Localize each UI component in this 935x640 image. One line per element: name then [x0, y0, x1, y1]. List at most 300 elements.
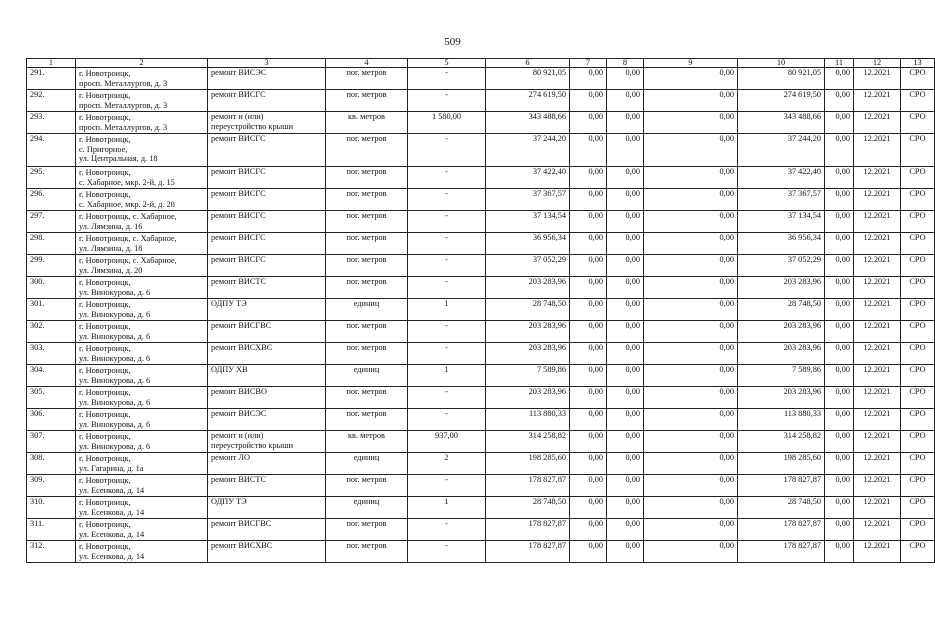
value-cell: 0,00 [644, 409, 738, 431]
unit-cell: кв. метров [326, 431, 408, 453]
address-cell [76, 431, 208, 453]
address-cell-line: ул. Винокурова, д. 6 [79, 353, 151, 363]
source-cell: СРО [901, 475, 935, 497]
date-cell: 12.2021 [854, 134, 901, 167]
value-cell: 0,00 [570, 189, 607, 211]
address-cell-line: г. Новотроицк, [79, 388, 131, 397]
quantity-cell: - [408, 90, 486, 112]
source-cell: СРО [901, 277, 935, 299]
quantity-cell: - [408, 541, 486, 563]
work-type-cell-line: ремонт ВИСТС [211, 277, 267, 286]
work-type-cell-line: ремонт ВИСВО [211, 387, 267, 396]
row-number: 292. [27, 90, 76, 112]
source-cell: СРО [901, 541, 935, 563]
quantity-cell: 1 580,00 [408, 112, 486, 134]
quantity-cell: - [408, 255, 486, 277]
value-cell: 0,00 [570, 541, 607, 563]
address-cell [76, 299, 208, 321]
value-cell: 37 367,57 [738, 189, 825, 211]
row-number: 296. [27, 189, 76, 211]
work-type-cell-line: ремонт ВИСЭС [211, 409, 267, 418]
address-cell [76, 409, 208, 431]
quantity-cell: - [408, 189, 486, 211]
source-cell: СРО [901, 299, 935, 321]
unit-cell: пог. метров [326, 255, 408, 277]
address-cell [76, 475, 208, 497]
address-cell-line: г. Новотроицк, [79, 190, 131, 199]
total-cost-cell: 37 367,57 [486, 189, 570, 211]
value-cell: 0,00 [644, 497, 738, 519]
address-cell [76, 541, 208, 563]
value-cell: 0,00 [825, 321, 854, 343]
table-row [27, 189, 935, 211]
value-cell: 0,00 [570, 431, 607, 453]
value-cell: 0,00 [825, 453, 854, 475]
total-cost-cell: 178 827,87 [486, 475, 570, 497]
page-number: 509 [444, 36, 461, 48]
column-header: 8 [607, 59, 644, 68]
value-cell: 0,00 [607, 68, 644, 90]
value-cell: 0,00 [825, 233, 854, 255]
value-cell: 37 244,20 [738, 134, 825, 167]
value-cell: 0,00 [644, 475, 738, 497]
address-cell-line: г. Новотроицк, [79, 69, 131, 78]
value-cell: 0,00 [644, 365, 738, 387]
address-cell-line: г. Новотроицк, с. Хабарное, [79, 256, 177, 265]
value-cell: 0,00 [825, 365, 854, 387]
address-cell-line: ул. Гагарина, д. 1а [79, 463, 144, 473]
value-cell: 0,00 [644, 233, 738, 255]
date-cell: 12.2021 [854, 68, 901, 90]
work-type-cell [208, 431, 326, 453]
row-number: 298. [27, 233, 76, 255]
value-cell: 0,00 [570, 233, 607, 255]
value-cell: 0,00 [825, 167, 854, 189]
total-cost-cell: 37 244,20 [486, 134, 570, 167]
work-type-cell-line: ремонт и (или) [211, 431, 264, 440]
row-number: 308. [27, 453, 76, 475]
table-row [27, 277, 935, 299]
address-cell-line: г. Новотроицк, [79, 366, 131, 375]
work-type-cell [208, 167, 326, 189]
value-cell: 314 258,82 [738, 431, 825, 453]
date-cell: 12.2021 [854, 519, 901, 541]
table-row [27, 475, 935, 497]
row-number: 297. [27, 211, 76, 233]
date-cell: 12.2021 [854, 321, 901, 343]
value-cell: 198 285,60 [738, 453, 825, 475]
source-cell: СРО [901, 68, 935, 90]
table-row [27, 343, 935, 365]
work-type-cell [208, 90, 326, 112]
value-cell: 0,00 [825, 255, 854, 277]
unit-cell: пог. метров [326, 541, 408, 563]
quantity-cell: - [408, 233, 486, 255]
address-cell-line: г. Новотроицк, [79, 498, 131, 507]
date-cell: 12.2021 [854, 277, 901, 299]
address-cell-line: г. Новотроицк, [79, 91, 131, 100]
unit-cell: пог. метров [326, 233, 408, 255]
value-cell: 178 827,87 [738, 541, 825, 563]
row-number: 310. [27, 497, 76, 519]
value-cell: 0,00 [644, 134, 738, 167]
work-type-cell-line: ремонт и (или) [211, 112, 264, 121]
value-cell: 0,00 [825, 90, 854, 112]
unit-cell: пог. метров [326, 134, 408, 167]
table-row [27, 211, 935, 233]
unit-cell: единиц [326, 299, 408, 321]
value-cell: 0,00 [825, 299, 854, 321]
value-cell: 0,00 [607, 112, 644, 134]
unit-cell: пог. метров [326, 68, 408, 90]
quantity-cell: 1 [408, 365, 486, 387]
value-cell: 80 921,05 [738, 68, 825, 90]
value-cell: 0,00 [825, 519, 854, 541]
quantity-cell: - [408, 277, 486, 299]
date-cell: 12.2021 [854, 299, 901, 321]
address-cell-line: г. Новотроицк, [79, 542, 131, 551]
source-cell: СРО [901, 431, 935, 453]
value-cell: 0,00 [644, 211, 738, 233]
value-cell: 0,00 [570, 387, 607, 409]
address-cell-line: ул. Винокурова, д. 6 [79, 397, 151, 407]
value-cell: 0,00 [607, 134, 644, 167]
value-cell: 28 748,50 [738, 299, 825, 321]
value-cell: 203 283,96 [738, 321, 825, 343]
address-cell-line: просп. Металлургов, д. 3 [79, 100, 168, 110]
quantity-cell: 1 [408, 497, 486, 519]
row-number: 301. [27, 299, 76, 321]
table-row [27, 233, 935, 255]
address-cell-line: г. Новотроицк, [79, 344, 131, 353]
address-cell-line: ул. Винокурова, д. 6 [79, 419, 151, 429]
address-cell [76, 189, 208, 211]
value-cell: 203 283,96 [738, 277, 825, 299]
work-type-cell [208, 134, 326, 167]
address-cell [76, 233, 208, 255]
value-cell: 0,00 [607, 343, 644, 365]
work-type-cell-line: ремонт ВИСХВС [211, 343, 273, 352]
unit-cell: пог. метров [326, 189, 408, 211]
address-cell-line: ул. Центральная, д. 18 [79, 154, 158, 164]
address-cell-line: г. Новотроицк, [79, 300, 131, 309]
source-cell: СРО [901, 321, 935, 343]
row-number: 302. [27, 321, 76, 343]
address-cell-line: с. Хабарное, мкр. 2-й, д. 15 [79, 177, 175, 187]
address-cell [76, 90, 208, 112]
work-type-cell-line: ремонт ВИСГС [211, 233, 266, 242]
address-cell-line: ул. Есенкова, д. 14 [79, 551, 145, 561]
row-number: 294. [27, 134, 76, 167]
value-cell: 0,00 [570, 255, 607, 277]
value-cell: 0,00 [607, 431, 644, 453]
column-header: 13 [901, 59, 935, 68]
value-cell: 0,00 [825, 211, 854, 233]
value-cell: 36 956,34 [738, 233, 825, 255]
work-type-cell [208, 233, 326, 255]
quantity-cell: - [408, 475, 486, 497]
value-cell: 0,00 [570, 497, 607, 519]
value-cell: 0,00 [607, 453, 644, 475]
value-cell: 0,00 [607, 409, 644, 431]
column-header: 6 [486, 59, 570, 68]
value-cell: 178 827,87 [738, 519, 825, 541]
quantity-cell: - [408, 519, 486, 541]
value-cell: 0,00 [570, 475, 607, 497]
date-cell: 12.2021 [854, 453, 901, 475]
value-cell: 0,00 [607, 541, 644, 563]
row-number: 303. [27, 343, 76, 365]
work-type-cell-line: ремонт ВИСГС [211, 211, 266, 220]
quantity-cell: - [408, 343, 486, 365]
value-cell: 0,00 [607, 255, 644, 277]
value-cell: 0,00 [570, 68, 607, 90]
value-cell: 0,00 [825, 189, 854, 211]
value-cell: 203 283,96 [738, 343, 825, 365]
value-cell: 0,00 [607, 211, 644, 233]
value-cell: 0,00 [644, 453, 738, 475]
value-cell: 0,00 [825, 541, 854, 563]
address-cell-line: г. Новотроицк, [79, 410, 131, 419]
total-cost-cell: 36 956,34 [486, 233, 570, 255]
value-cell: 0,00 [644, 343, 738, 365]
address-cell-line: просп. Металлургов, д. 3 [79, 78, 168, 88]
value-cell: 203 283,96 [738, 387, 825, 409]
capital-repair-table [26, 58, 935, 563]
address-cell-line: г. Новотроицк, с. Хабарное, [79, 234, 177, 243]
work-type-cell-line: ремонт ЛО [211, 453, 250, 462]
total-cost-cell: 37 052,29 [486, 255, 570, 277]
value-cell: 37 134,54 [738, 211, 825, 233]
row-number: 311. [27, 519, 76, 541]
value-cell: 0,00 [607, 189, 644, 211]
source-cell: СРО [901, 453, 935, 475]
source-cell: СРО [901, 112, 935, 134]
table-row [27, 409, 935, 431]
quantity-cell: 1 [408, 299, 486, 321]
value-cell: 0,00 [825, 277, 854, 299]
date-cell: 12.2021 [854, 211, 901, 233]
unit-cell: пог. метров [326, 90, 408, 112]
column-header: 9 [644, 59, 738, 68]
value-cell: 0,00 [607, 90, 644, 112]
work-type-cell-line: ремонт ВИСГС [211, 90, 266, 99]
address-cell [76, 255, 208, 277]
address-cell-line: ул. Есенкова, д. 14 [79, 507, 145, 517]
value-cell: 178 827,87 [738, 475, 825, 497]
table-row [27, 387, 935, 409]
total-cost-cell: 80 921,05 [486, 68, 570, 90]
work-type-cell-line: ремонт ВИСЭС [211, 68, 267, 77]
row-number: 300. [27, 277, 76, 299]
quantity-cell: - [408, 321, 486, 343]
work-type-cell-line: ОДПУ ТЭ [211, 497, 247, 506]
address-cell-line: г. Новотроицк, [79, 454, 131, 463]
work-type-cell [208, 519, 326, 541]
value-cell: 0,00 [644, 277, 738, 299]
table-row [27, 365, 935, 387]
date-cell: 12.2021 [854, 497, 901, 519]
value-cell: 0,00 [644, 541, 738, 563]
unit-cell: единиц [326, 365, 408, 387]
value-cell: 0,00 [607, 233, 644, 255]
address-cell-line: ул. Лямзина, д. 20 [79, 265, 143, 275]
address-cell-line: ул. Есенкова, д. 14 [79, 485, 145, 495]
column-header: 10 [738, 59, 825, 68]
address-cell [76, 211, 208, 233]
total-cost-cell: 37 422,40 [486, 167, 570, 189]
column-header: 7 [570, 59, 607, 68]
value-cell: 0,00 [825, 497, 854, 519]
quantity-cell: - [408, 167, 486, 189]
value-cell: 0,00 [570, 112, 607, 134]
work-type-cell-line: ремонт ВИСХВС [211, 541, 273, 550]
source-cell: СРО [901, 90, 935, 112]
work-type-cell-line: ремонт ВИСГС [211, 167, 266, 176]
value-cell: 0,00 [644, 68, 738, 90]
total-cost-cell: 28 748,50 [486, 497, 570, 519]
address-cell-line: г. Новотроицк, [79, 135, 131, 144]
address-cell-line: ул. Лямзина, д. 18 [79, 243, 143, 253]
value-cell: 37 052,29 [738, 255, 825, 277]
quantity-cell: 937,00 [408, 431, 486, 453]
value-cell: 0,00 [607, 321, 644, 343]
value-cell: 0,00 [570, 343, 607, 365]
address-cell [76, 167, 208, 189]
value-cell: 0,00 [644, 321, 738, 343]
value-cell: 0,00 [644, 189, 738, 211]
work-type-cell [208, 68, 326, 90]
address-cell-line: ул. Винокурова, д. 6 [79, 287, 151, 297]
unit-cell: пог. метров [326, 321, 408, 343]
value-cell: 0,00 [825, 112, 854, 134]
value-cell: 0,00 [570, 211, 607, 233]
value-cell: 0,00 [825, 475, 854, 497]
work-type-cell [208, 541, 326, 563]
source-cell: СРО [901, 497, 935, 519]
value-cell: 0,00 [825, 431, 854, 453]
unit-cell: единиц [326, 497, 408, 519]
source-cell: СРО [901, 255, 935, 277]
address-cell-line: г. Новотроицк, [79, 168, 131, 177]
address-cell-line: ул. Винокурова, д. 6 [79, 309, 151, 319]
unit-cell: пог. метров [326, 475, 408, 497]
quantity-cell: - [408, 134, 486, 167]
work-type-cell-line: ремонт ВИСГС [211, 189, 266, 198]
table-row [27, 167, 935, 189]
address-cell-line: с. Хабарное, мкр. 2-й, д. 20 [79, 199, 175, 209]
table-row [27, 134, 935, 167]
unit-cell: пог. метров [326, 167, 408, 189]
date-cell: 12.2021 [854, 475, 901, 497]
table-row [27, 255, 935, 277]
date-cell: 12.2021 [854, 233, 901, 255]
work-type-cell-line: ОДПУ ХВ [211, 365, 248, 374]
table-row [27, 431, 935, 453]
value-cell: 0,00 [607, 167, 644, 189]
row-number: 312. [27, 541, 76, 563]
work-type-cell [208, 409, 326, 431]
column-header: 1 [27, 59, 76, 68]
total-cost-cell: 178 827,87 [486, 541, 570, 563]
address-cell [76, 497, 208, 519]
source-cell: СРО [901, 134, 935, 167]
unit-cell: пог. метров [326, 519, 408, 541]
value-cell: 0,00 [570, 453, 607, 475]
work-type-cell [208, 365, 326, 387]
address-cell [76, 519, 208, 541]
value-cell: 0,00 [570, 299, 607, 321]
table-row [27, 541, 935, 563]
value-cell: 0,00 [607, 365, 644, 387]
total-cost-cell: 37 134,54 [486, 211, 570, 233]
unit-cell: пог. метров [326, 387, 408, 409]
column-header: 11 [825, 59, 854, 68]
value-cell: 0,00 [644, 90, 738, 112]
table-row [27, 68, 935, 90]
work-type-cell-line: ремонт ВИСГС [211, 134, 266, 143]
date-cell: 12.2021 [854, 112, 901, 134]
address-cell-line: ул. Винокурова, д. 6 [79, 441, 151, 451]
row-number: 304. [27, 365, 76, 387]
table-body [27, 68, 935, 563]
address-cell [76, 453, 208, 475]
address-cell [76, 387, 208, 409]
quantity-cell: - [408, 68, 486, 90]
value-cell: 0,00 [607, 387, 644, 409]
value-cell: 0,00 [825, 409, 854, 431]
column-header: 12 [854, 59, 901, 68]
value-cell: 0,00 [607, 277, 644, 299]
total-cost-cell: 343 488,66 [486, 112, 570, 134]
source-cell: СРО [901, 519, 935, 541]
work-type-cell-line: ремонт ВИСГС [211, 255, 266, 264]
address-cell-line: г. Новотроицк, [79, 113, 131, 122]
address-cell-line: ул. Есенкова, д. 14 [79, 529, 145, 539]
value-cell: 0,00 [570, 90, 607, 112]
table-row [27, 453, 935, 475]
value-cell: 0,00 [570, 167, 607, 189]
value-cell: 0,00 [644, 112, 738, 134]
table-row [27, 321, 935, 343]
value-cell: 274 619,50 [738, 90, 825, 112]
unit-cell: единиц [326, 453, 408, 475]
value-cell: 0,00 [644, 519, 738, 541]
table-row [27, 519, 935, 541]
total-cost-cell: 203 283,96 [486, 277, 570, 299]
work-type-cell-line: ремонт ВИСГВС [211, 519, 272, 528]
work-type-cell-line: ремонт ВИСГВС [211, 321, 272, 330]
total-cost-cell: 274 619,50 [486, 90, 570, 112]
source-cell: СРО [901, 167, 935, 189]
row-number: 295. [27, 167, 76, 189]
value-cell: 0,00 [607, 497, 644, 519]
total-cost-cell: 198 285,60 [486, 453, 570, 475]
address-cell [76, 343, 208, 365]
date-cell: 12.2021 [854, 365, 901, 387]
total-cost-cell: 203 283,96 [486, 321, 570, 343]
source-cell: СРО [901, 409, 935, 431]
address-cell [76, 68, 208, 90]
source-cell: СРО [901, 211, 935, 233]
value-cell: 0,00 [570, 365, 607, 387]
address-cell [76, 321, 208, 343]
total-cost-cell: 203 283,96 [486, 387, 570, 409]
source-cell: СРО [901, 189, 935, 211]
value-cell: 0,00 [644, 387, 738, 409]
value-cell: 0,00 [607, 299, 644, 321]
value-cell: 0,00 [570, 321, 607, 343]
